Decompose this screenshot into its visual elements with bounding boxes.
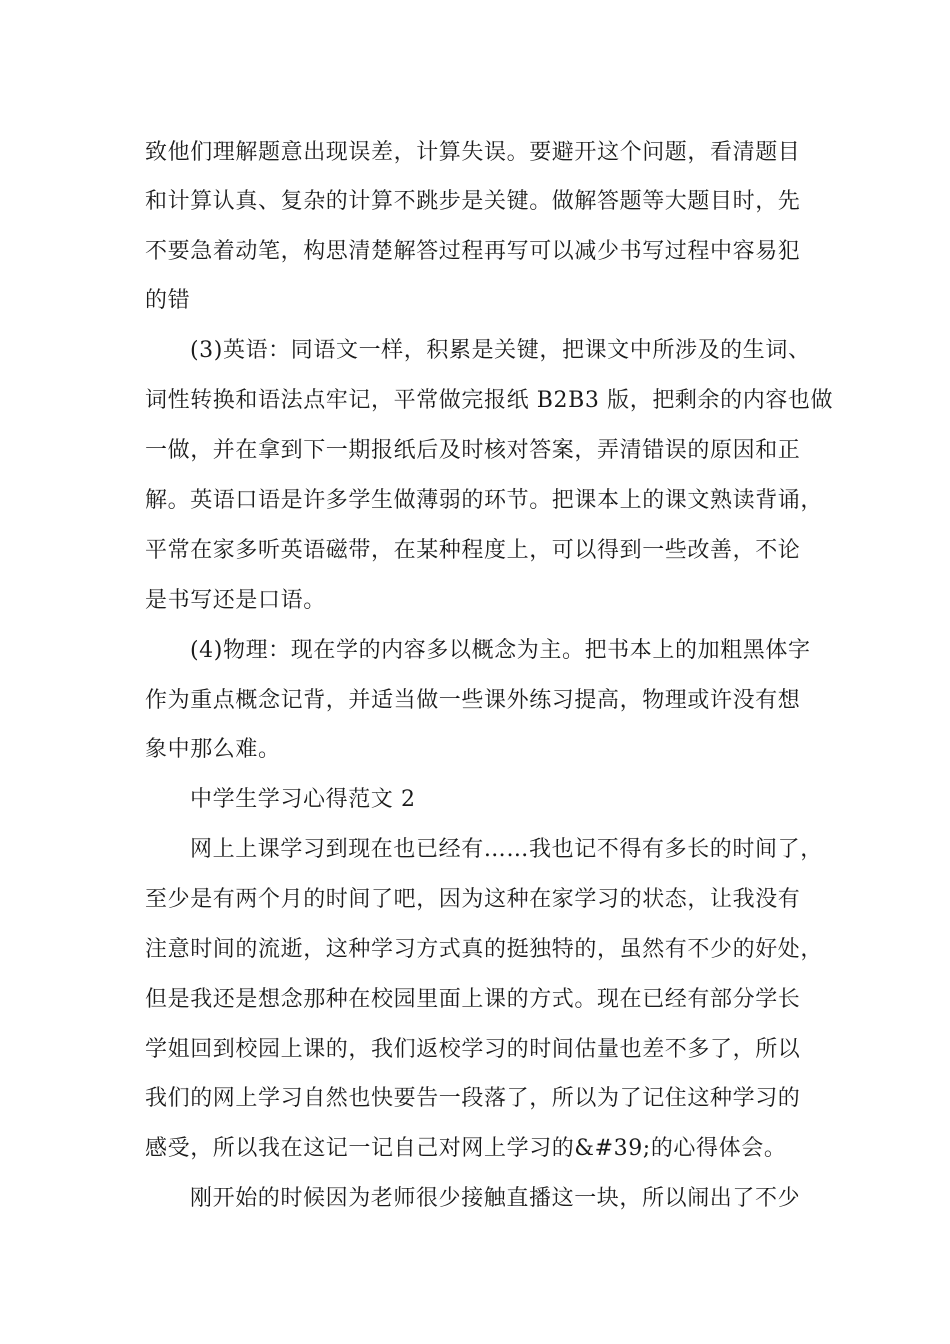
text-line: 的错 — [145, 288, 191, 313]
text-line: 我们的网上学习自然也快要告一段落了，所以为了记住这种学习的 — [145, 1086, 801, 1111]
text-line: 一做，并在拿到下一期报纸后及时核对答案，弄清错误的原因和正 — [145, 438, 801, 463]
text-line: (3)英语：同语文一样，积累是关键，把课文中所涉及的生词、 — [190, 338, 811, 363]
text-line: 致他们理解题意出现误差，计算失误。要避开这个问题，看清题目 — [145, 140, 801, 165]
text-line: 象中那么难。 — [145, 737, 281, 762]
text-line: 但是我还是想念那种在校园里面上课的方式。现在已经有部分学长 — [145, 987, 801, 1012]
text-line: 平常在家多听英语磁带，在某种程度上，可以得到一些改善，不论 — [145, 538, 801, 563]
text-line: (4)物理：现在学的内容多以概念为主。把书本上的加粗黑体字 — [190, 638, 811, 663]
text-line: 和计算认真、复杂的计算不跳步是关键。做解答题等大题目时，先 — [145, 189, 801, 214]
section-heading: 中学生学习心得范文 2 — [190, 787, 416, 812]
text-line: 感受，所以我在这记一记自己对网上学习的&#39;的心得体会。 — [145, 1136, 787, 1161]
text-line: 网上上课学习到现在也已经有……我也记不得有多长的时间了， — [190, 837, 823, 862]
text-line: 学姐回到校园上课的，我们返校学习的时间估量也差不多了，所以 — [145, 1037, 801, 1062]
text-line: 作为重点概念记背，并适当做一些课外练习提高，物理或许没有想 — [145, 688, 801, 713]
text-line: 不要急着动笔，构思清楚解答过程再写可以减少书写过程中容易犯 — [145, 239, 801, 264]
text-line: 词性转换和语法点牢记，平常做完报纸 B2B3 版，把剩余的内容也做 — [145, 388, 834, 413]
text-line: 解。英语口语是许多学生做薄弱的环节。把课本上的课文熟读背诵， — [145, 488, 824, 513]
text-line: 刚开始的时候因为老师很少接触直播这一块，所以闹出了不少 — [190, 1186, 801, 1211]
text-line: 注意时间的流逝，这种学习方式真的挺独特的，虽然有不少的好处， — [145, 937, 824, 962]
text-line: 是书写还是口语。 — [145, 588, 326, 613]
text-line: 至少是有两个月的时间了吧，因为这种在家学习的状态，让我没有 — [145, 887, 801, 912]
